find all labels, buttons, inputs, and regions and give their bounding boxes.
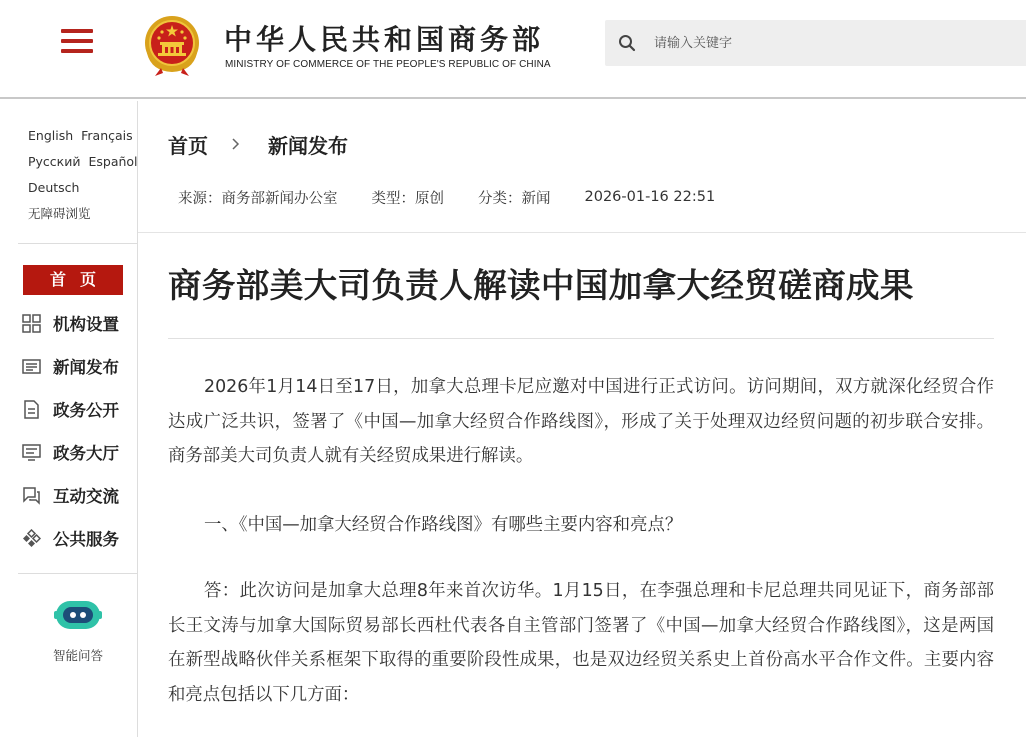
language-links [28,123,138,227]
site-title[interactable]: 中华人民共和国商务部 [224,23,545,56]
chat-icon [22,486,41,505]
article-paragraph: 2026年1月14日至17日，加拿大总理卡尼应邀对中国进行正式访问。访问期间，双方就深化经贸合作达成广泛共识，签署了《中国—加拿大经贸合作路线图》，形成了关于处理双边经贸问题的初步联合安排。商务部美大司负责人就有关经贸成果进行解读。 [168,377,994,466]
sidebar-item-label: 新闻发布 [53,358,119,377]
sidebar-item-label: 互动交流 [53,487,119,506]
lang-russian[interactable]: Русский [28,154,81,169]
breadcrumb-current[interactable]: 新闻发布 [268,133,348,158]
article-paragraph: 答：此次访问是加拿大总理8年来首次访华。1月15日，在李强总理和卡尼总理共同见证下，商务部部长王文涛与加拿大国际贸易部长西杜代表各自主管部门签署了《中国—加拿大经贸合作路线图》，这是两国在新型战略伙伴关系框架下取得的重要阶段性成果，也是双边经贸关系史上首份高水平合作文件。主要内容和亮点包括以下几方面： [168,581,994,705]
chevron-right-icon [230,138,242,150]
grid-icon [22,314,41,333]
meta-category: 分类：新闻 [478,190,551,207]
lang-german[interactable]: Deutsch [28,180,80,195]
sidebar-item-organization[interactable] [22,308,137,338]
sidebar-item-service-hall[interactable] [22,437,137,467]
sidebar-item-news[interactable] [22,351,137,381]
sidebar [0,101,138,737]
sidebar-item-interaction[interactable] [22,480,137,510]
sidebar-home-button[interactable]: 首页 [23,265,123,295]
meta-source: 来源：商务部新闻办公室 [178,190,338,207]
robot-assistant-icon[interactable] [54,597,102,633]
search-input[interactable] [654,31,994,55]
service-icon [22,529,41,548]
lang-french[interactable]: Français [81,128,133,143]
monitor-icon [22,443,41,462]
document-icon [22,400,41,419]
lang-english[interactable]: English [28,128,74,143]
lang-spanish[interactable]: Español [88,154,138,169]
sidebar-item-label: 机构设置 [53,315,119,334]
breadcrumb [168,128,348,160]
accessibility-link[interactable]: 无障碍浏览 [28,206,91,221]
sidebar-item-label: 政务公开 [53,401,119,420]
sidebar-item-label: 公共服务 [53,530,119,549]
breadcrumb-home[interactable]: 首页 [168,133,208,158]
sidebar-item-gov-affairs[interactable] [22,394,137,424]
sidebar-item-label: 政务大厅 [53,444,119,463]
site-subtitle: MINISTRY OF COMMERCE OF THE PEOPLE'S REPUBLIC OF CHINA [225,59,551,70]
search-icon[interactable] [618,34,636,52]
sidebar-item-public-service[interactable] [22,523,137,553]
menu-icon[interactable] [61,29,93,55]
news-icon [22,357,41,376]
assistant-label[interactable]: 智能问答 [52,648,103,663]
meta-type: 类型：原创 [371,190,444,207]
sidebar-divider [18,243,137,244]
article-meta [178,186,715,208]
article-question: 一、《中国—加拿大经贸合作路线图》有哪些主要内容和亮点？ [204,515,683,535]
site-header [0,0,1026,99]
meta-divider [138,232,1026,233]
meta-datetime: 2026-01-16 22:51 [584,189,716,205]
national-emblem-icon[interactable] [141,13,203,77]
sidebar-divider [18,573,137,574]
title-divider [168,338,994,339]
article-title: 商务部美大司负责人解读中国加拿大经贸磋商成果 [168,266,914,305]
